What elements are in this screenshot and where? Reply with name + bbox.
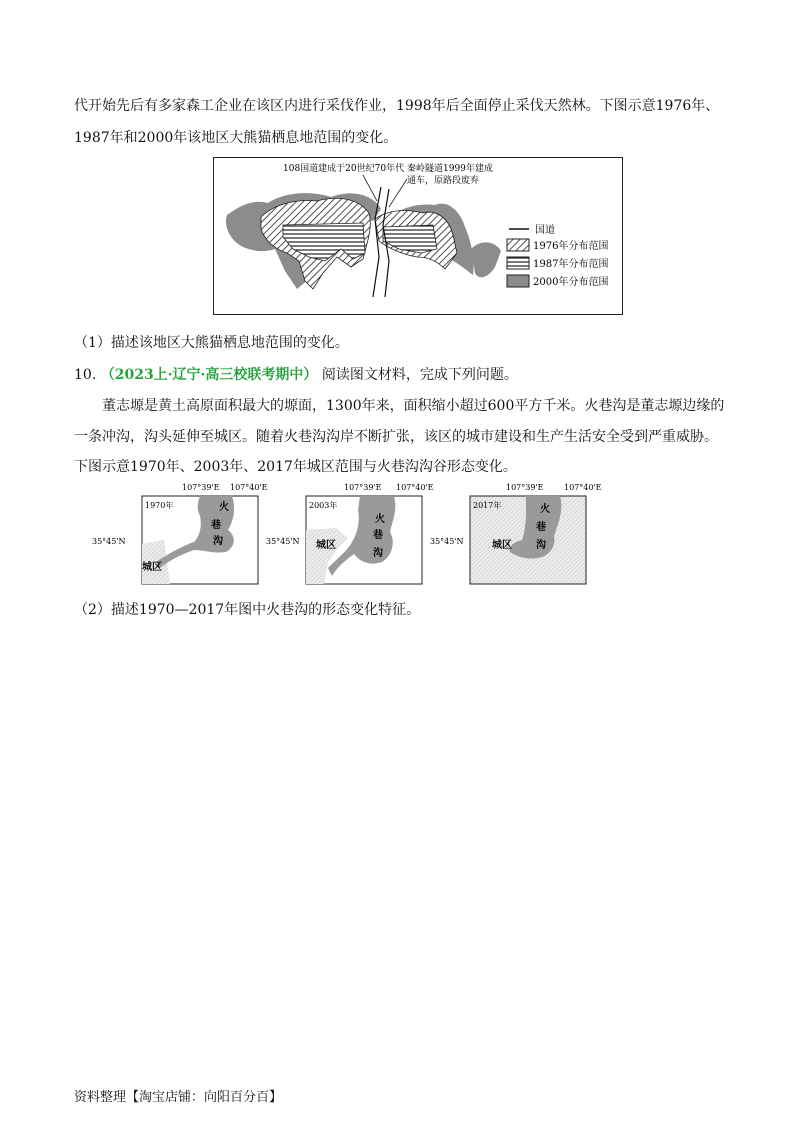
legend-road-label: 国道 [535,225,555,236]
lat-label-2003: 35°45'N [266,537,300,546]
question-10-header [74,365,518,385]
gully-panel-2017 [430,483,602,584]
year-label-2003: 2003年 [309,501,338,510]
legend-1987-symbol [507,257,529,269]
gully-panel-2003 [266,483,434,584]
panda-habitat-map [213,157,623,315]
paragraph-line-3: 下图示意1970年、2003年、2017年城区范围与火巷沟沟谷形态变化。 [74,459,517,475]
lon-label-2003-2: 107°40'E [396,483,434,492]
lon-label-2017-2: 107°40'E [564,483,602,492]
legend-1976-symbol [507,239,529,251]
gully-char-2003-1: 火 [375,514,385,525]
gully-char-2017-1: 火 [540,504,550,515]
text-line-1: 代开始先后有多家森工企业在该区内进行采伐作业，1998年后全面停止采伐天然林。下图示意1976年、 [74,98,720,114]
gully-char-2017-3: 沟 [536,540,546,551]
gully-char-2003-3: 沟 [373,548,383,559]
legend-1987-label: 1987年分布范围 [533,259,609,270]
gully-char-2003-2: 巷 [373,530,383,541]
annotation-road: 108国道建成于20世纪70年代 [283,164,405,174]
lon-label-2: 107°40'E [230,483,268,492]
year-label-2017: 2017年 [473,501,502,510]
lon-label-2003-1: 107°39'E [344,483,382,492]
gully-maps [90,480,630,588]
gully-char-2017-2: 巷 [536,522,546,533]
city-label-1970: 城区 [142,562,162,573]
legend-1976-label: 1976年分布范围 [533,241,609,252]
legend-2000-symbol [507,275,529,287]
lat-label-2017: 35°45'N [430,537,464,546]
question-intro: 阅读图文材料，完成下列问题。 [321,367,518,383]
question-number: 10. [74,367,97,383]
gully-char-1: 火 [219,502,229,513]
city-label-2017: 城区 [492,540,512,551]
text-line-2: 1987年和2000年该地区大熊猫栖息地范围的变化。 [74,130,398,146]
lon-label-2017-1: 107°39'E [506,483,544,492]
lon-label-1: 107°39'E [182,483,220,492]
question-source: （2023上·辽宁·高三校联考期中） [100,367,318,383]
city-label-2003: 城区 [316,540,336,551]
gully-panel-1970 [92,483,268,584]
paragraph-line-1: 董志塬是黄土高原面积最大的塬面，1300年来，面积缩小超过600平方千米。火巷沟是董志塬边缘的 [102,398,725,414]
question-1: （1）描述该地区大熊猫栖息地范围的变化。 [74,335,349,351]
gully-char-2: 巷 [211,520,221,531]
legend-2000-label: 2000年分布范围 [533,277,609,288]
page-footer: 资料整理【淘宝店铺：向阳百分百】 [74,1090,283,1105]
annotation-tunnel-2: 通车，原路段废弃 [407,176,480,186]
question-2: （2）描述1970—2017年图中火巷沟的形态变化特征。 [74,602,421,618]
annotation-tunnel-1: 秦岭隧道1999年建成 [407,164,493,174]
gully-char-3: 沟 [213,536,223,547]
year-label-1970: 1970年 [145,501,174,510]
paragraph-line-2: 一条冲沟，沟头延伸至城区。随着火巷沟沟岸不断扩张，该区的城市建设和生产生活安全受到严重威胁。 [74,429,718,445]
lat-label: 35°45'N [92,537,126,546]
